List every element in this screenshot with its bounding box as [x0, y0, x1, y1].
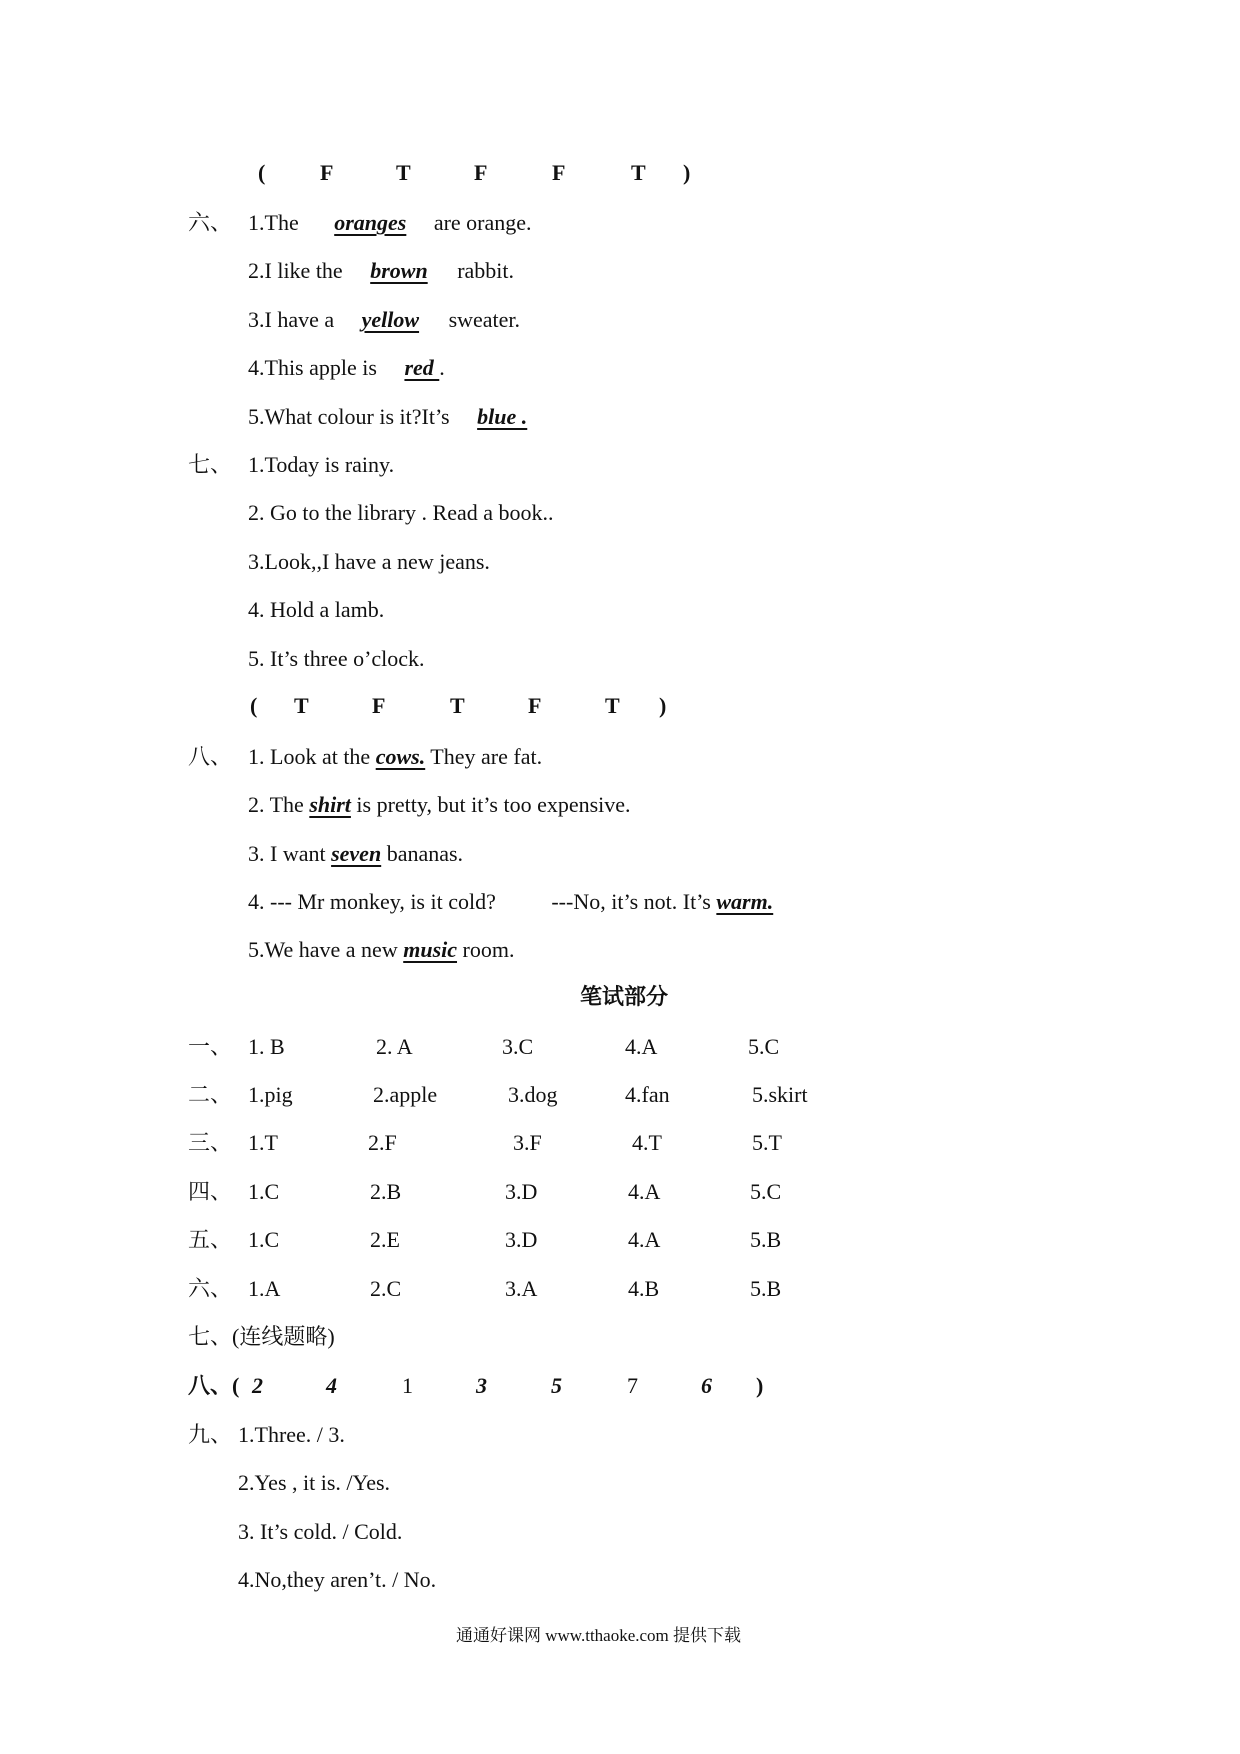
sec6-pre: 5.What colour is it?It’s [248, 404, 450, 429]
sec6-answer: yellow [361, 307, 420, 332]
written-answer: 5.C [750, 1179, 782, 1204]
sec6-post: sweater. [448, 307, 521, 332]
written-answer: 3.D [505, 1227, 538, 1252]
written-9-item: 4.No,they aren’t. / No. [238, 1567, 437, 1592]
written-number: 三、 [188, 1130, 233, 1155]
sec6-answer: oranges [334, 210, 407, 235]
written-answer: 1.C [248, 1227, 280, 1252]
sec8-pre2: ---No, it’s not. It’s [551, 889, 717, 914]
written-answer: 3.A [505, 1276, 538, 1301]
tf2-item: F [528, 693, 542, 718]
sec8-item [248, 742, 542, 772]
sec8-item [248, 839, 463, 869]
sec8-pre: 2. The [248, 792, 310, 817]
sec8-answer: music [403, 937, 458, 962]
written-answer: 4.A [628, 1179, 661, 1204]
written-answer: 2.E [370, 1227, 400, 1252]
written-answer: 4.A [625, 1034, 658, 1059]
tf2-close: ) [659, 693, 667, 718]
order-item: 3 [476, 1373, 487, 1398]
sec8-answer: shirt [309, 792, 351, 817]
tf1-item: F [320, 160, 334, 185]
written-answer: 5.T [752, 1130, 782, 1155]
written-answer: 4.A [628, 1227, 661, 1252]
written-9-number: 九、 [188, 1422, 233, 1447]
sec8-item [248, 790, 631, 820]
sec6-item [248, 402, 527, 432]
tf2-open: ( [250, 693, 258, 718]
tf1-open: ( [258, 160, 266, 185]
written-answer: 1.C [248, 1179, 280, 1204]
sec8-post: bananas. [381, 841, 464, 866]
sec6-post: are orange. [433, 210, 532, 235]
written-answer: 1.A [248, 1276, 281, 1301]
sec7-item: 5. It’s three o’clock. [248, 646, 425, 671]
written-number: 五、 [188, 1227, 233, 1252]
order-item: 7 [627, 1373, 638, 1398]
sec6-post: . [439, 355, 445, 380]
sec8-item [248, 887, 773, 917]
tf1-item: F [474, 160, 488, 185]
sec8-pre: 1. Look at the [248, 744, 376, 769]
tf2-item: T [605, 693, 620, 718]
sec7-item: 3.Look,,I have a new jeans. [248, 549, 490, 574]
order-item: 4 [326, 1373, 337, 1398]
tf1-item: T [396, 160, 411, 185]
written-answer: 2. A [376, 1034, 413, 1059]
order-close: ) [756, 1373, 764, 1398]
written-8-number: 八、( [188, 1373, 240, 1398]
sec6-pre: 4.This apple is [248, 355, 377, 380]
written-answer: 5.skirt [752, 1082, 808, 1107]
written-answer: 1.T [248, 1130, 278, 1155]
written-answer: 2.apple [373, 1082, 438, 1107]
written-answer: 3.C [502, 1034, 534, 1059]
tf1-close: ) [683, 160, 691, 185]
tf2-item: T [294, 693, 309, 718]
written-answer: 5.B [750, 1227, 782, 1252]
tf2-item: T [450, 693, 465, 718]
tf2-item: F [372, 693, 386, 718]
sec6-post: rabbit. [457, 258, 515, 283]
written-heading: 笔试部分 [580, 985, 669, 1010]
written-9-item: 2.Yes , it is. /Yes. [238, 1470, 391, 1495]
sec8-answer: cows. [375, 744, 426, 769]
sec6-pre: 1.The [248, 210, 299, 235]
sec8-item [248, 935, 514, 965]
written-7: 七、(连线题略) [188, 1324, 335, 1349]
order-item: 6 [701, 1373, 712, 1398]
sec6-answer: brown [370, 258, 428, 283]
written-answer: 4.B [628, 1276, 660, 1301]
sec7-item: 4. Hold a lamb. [248, 597, 385, 622]
written-answer: 2.C [370, 1276, 402, 1301]
sec6-number: 六、 [188, 210, 233, 235]
written-answer: 4.T [632, 1130, 662, 1155]
sec7-item: 1.Today is rainy. [248, 452, 395, 477]
written-answer: 2.B [370, 1179, 402, 1204]
sec6-item [248, 208, 532, 238]
sec6-answer: blue . [477, 404, 528, 429]
sec8-pre: 4. --- Mr monkey, is it cold? [248, 889, 496, 914]
sec8-post: is pretty, but it’s too expensive. [350, 792, 631, 817]
sec6-item [248, 305, 520, 335]
sec8-post: room. [457, 937, 515, 962]
footer-source: 通通好课网 www.tthaoke.com 提供下载 [456, 1626, 742, 1645]
sec8-pre: 5.We have a new [248, 937, 404, 962]
written-answer: 5.B [750, 1276, 782, 1301]
written-9-item: 3. It’s cold. / Cold. [238, 1519, 403, 1544]
sec7-item: 2. Go to the library . Read a book.. [248, 500, 554, 525]
tf1-item: F [552, 160, 566, 185]
written-number: 四、 [188, 1179, 233, 1204]
order-item: 2 [252, 1373, 263, 1398]
sec6-pre: 2.I like the [248, 258, 343, 283]
sec7-number: 七、 [188, 452, 233, 477]
tf1-item: T [631, 160, 646, 185]
written-answer: 3.F [513, 1130, 542, 1155]
written-answer: 4.fan [625, 1082, 670, 1107]
written-answer: 5.C [748, 1034, 780, 1059]
sec8-number: 八、 [188, 744, 233, 769]
written-number: 一、 [188, 1034, 233, 1059]
written-answer: 2.F [368, 1130, 397, 1155]
sec6-answer: red [404, 355, 440, 380]
written-answer: 1.pig [248, 1082, 293, 1107]
written-number: 六、 [188, 1276, 233, 1301]
written-answer: 3.dog [508, 1082, 558, 1107]
sec6-item [248, 353, 445, 383]
written-number: 二、 [188, 1082, 233, 1107]
written-9-item: 1.Three. / 3. [238, 1422, 345, 1447]
sec6-item [248, 256, 514, 286]
sec8-pre: 3. I want [248, 841, 332, 866]
sec6-pre: 3.I have a [248, 307, 335, 332]
order-item: 5 [551, 1373, 562, 1398]
sec8-answer: seven [331, 841, 382, 866]
written-answer: 1. B [248, 1034, 285, 1059]
written-answer: 3.D [505, 1179, 538, 1204]
order-item: 1 [402, 1373, 413, 1398]
sec8-answer: warm. [716, 889, 774, 914]
sec8-post: They are fat. [425, 744, 543, 769]
